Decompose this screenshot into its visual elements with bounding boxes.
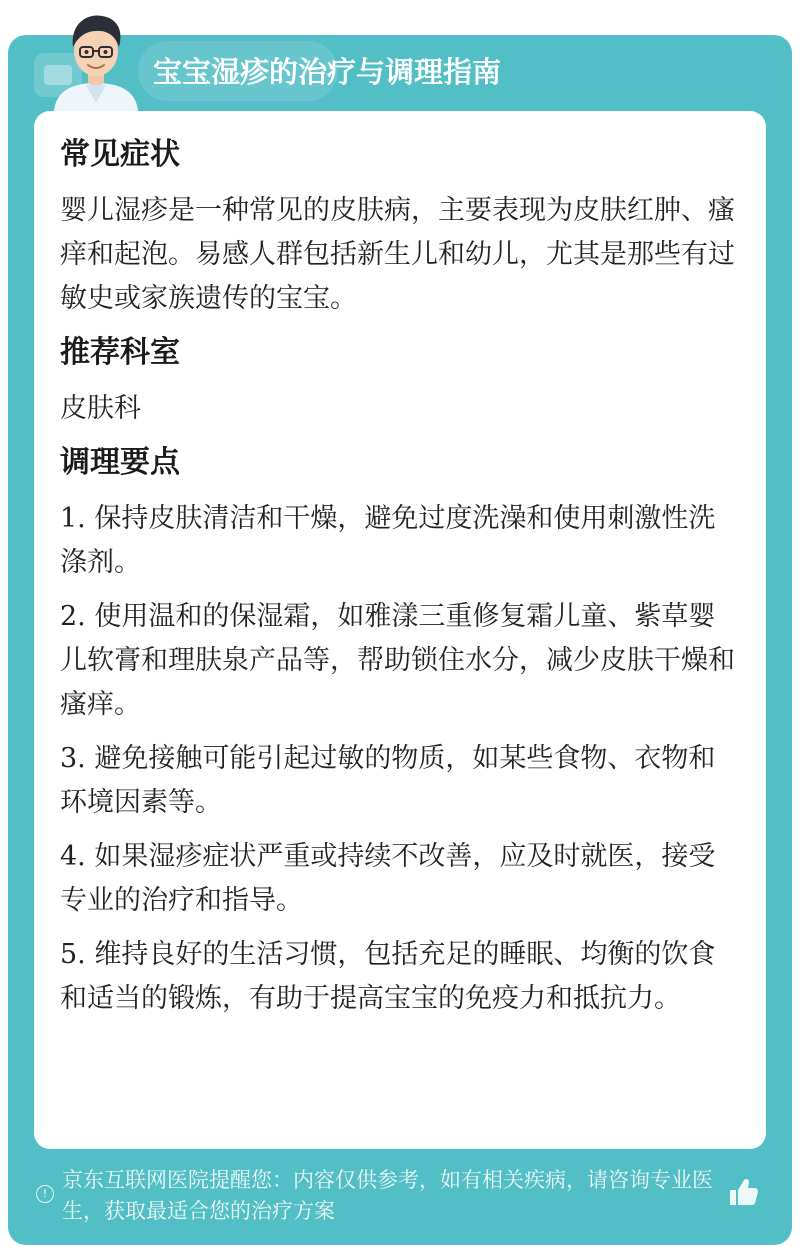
care-item-number: 5. <box>60 939 86 970</box>
care-item-number: 2. <box>60 601 86 632</box>
care-item <box>60 595 740 727</box>
content-panel <box>34 111 766 1149</box>
disclaimer-text: 京东互联网医院提醒您：内容仅供参考，如有相关疾病，请咨询专业医生，获取最适合您的治疗方案 <box>62 1168 713 1223</box>
care-item-text: 如果湿疹症状严重或持续不改善，应及时就医，接受专业的治疗和指导。 <box>60 841 716 916</box>
care-item <box>60 737 740 825</box>
department-text: 皮肤科 <box>60 393 141 424</box>
care-item-text: 避免接触可能引起过敏的物质，如某些食物、衣物和环境因素等。 <box>60 743 716 818</box>
care-item <box>60 835 740 923</box>
info-icon: ! <box>36 1185 54 1203</box>
thumbs-up-icon[interactable] <box>726 1175 760 1209</box>
symptoms-text: 婴儿湿疹是一种常见的皮肤病，主要表现为皮肤红肿、瘙痒和起泡。易感人群包括新生儿和幼儿，尤其是那些有过敏史或家族遗传的宝宝。 <box>60 195 735 314</box>
page-title: 宝宝湿疹的治疗与调理指南 <box>153 55 502 89</box>
care-item-text: 保持皮肤清洁和干燥，避免过度洗澡和使用刺激性洗涤剂。 <box>60 503 716 578</box>
guide-card <box>8 35 792 1245</box>
care-item-text: 使用温和的保湿霜，如雅漾三重修复霜儿童、紫草婴儿软膏和理肤泉产品等，帮助锁住水分，减少皮肤干燥和瘙痒。 <box>60 601 735 720</box>
department-heading: 推荐科室 <box>60 335 180 370</box>
care-item-text: 维持良好的生活习惯，包括充足的睡眠、均衡的饮食和适当的锻炼，有助于提高宝宝的免疫力和抵抗力。 <box>60 939 716 1014</box>
care-item-number: 3. <box>60 743 86 774</box>
care-item-number: 4. <box>60 841 86 872</box>
care-item <box>60 933 740 1021</box>
symptoms-heading: 常见症状 <box>60 137 180 172</box>
doctor-avatar <box>48 7 144 111</box>
care-item <box>60 497 740 585</box>
care-item-number: 1. <box>60 503 86 534</box>
care-heading: 调理要点 <box>60 445 180 480</box>
